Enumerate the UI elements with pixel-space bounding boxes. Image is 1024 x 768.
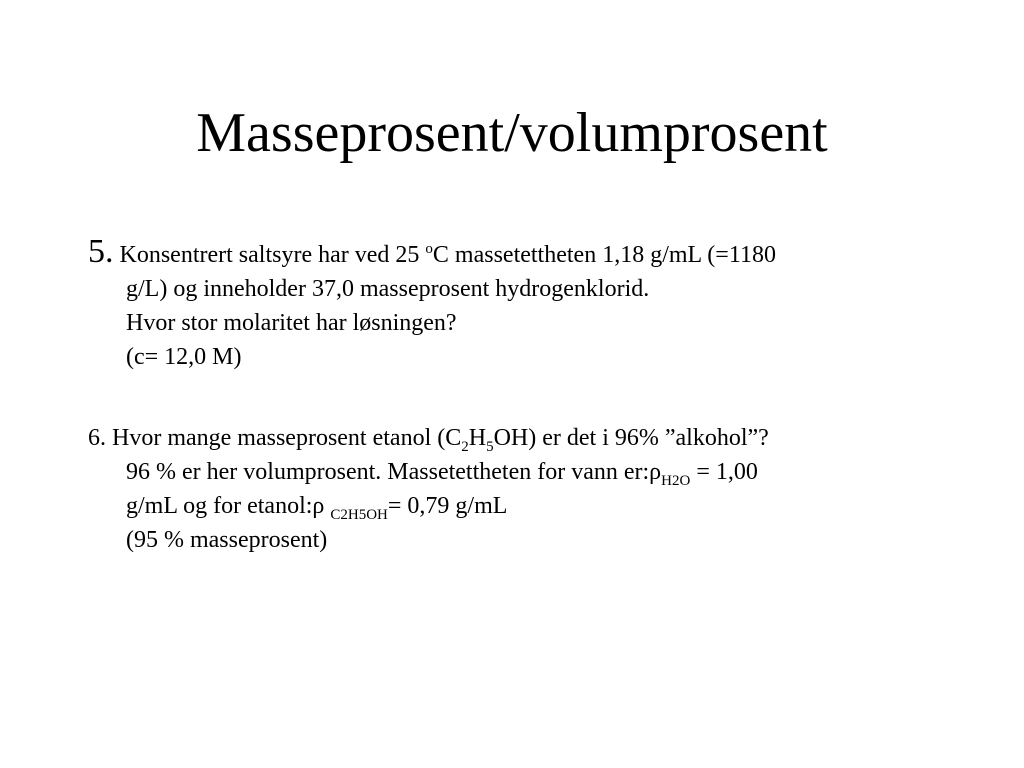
problem-6-line-3 bbox=[88, 489, 918, 523]
degree-superscript: o bbox=[425, 241, 433, 257]
problem-5-number: 5. bbox=[88, 233, 114, 270]
problem-5-line-1 bbox=[88, 235, 918, 272]
problem-6-text-2b: = 1,00 bbox=[696, 459, 758, 485]
problem-6-text-2a: 96 % er her volumprosent. Massetettheten for vann er:ρ bbox=[126, 459, 662, 485]
problem-6-text-1a: 6. Hvor mange masseprosent etanol (C bbox=[88, 425, 462, 451]
slide-title: Masseprosent/volumprosent bbox=[196, 102, 828, 164]
problem-6-line-2 bbox=[88, 455, 918, 489]
problem-6-answer: (95 % masseprosent) bbox=[126, 527, 328, 553]
subscript-h2o: H2O bbox=[661, 473, 691, 489]
subscript-ethanol: C2H5OH bbox=[330, 507, 388, 523]
problem-6-text-1b: H bbox=[468, 425, 487, 451]
problem-6 bbox=[88, 421, 918, 557]
subscript-c: 2 bbox=[461, 439, 469, 455]
problem-5-text-1: Konsentrert saltsyre har ved 25 bbox=[119, 242, 420, 268]
problem-6-text-3b: = 0,79 g/mL bbox=[387, 493, 508, 519]
problem-5-text-1-cont: C massetettheten 1,18 g/mL (=1180 bbox=[432, 242, 776, 268]
problem-6-line-1 bbox=[88, 421, 918, 455]
problem-5 bbox=[88, 235, 918, 374]
problem-6-text-3a: g/mL og for etanol:ρ bbox=[126, 493, 325, 519]
subscript-h: 5 bbox=[486, 439, 494, 455]
problem-5-answer: (c= 12,0 M) bbox=[126, 344, 242, 370]
problem-5-line-2: g/L) og inneholder 37,0 masseprosent hydrogenklorid. bbox=[126, 276, 650, 302]
problem-6-text-1c: OH) er det i 96% ”alkohol”? bbox=[493, 425, 769, 451]
problem-5-line-3: Hvor stor molaritet har løsningen? bbox=[126, 310, 457, 336]
